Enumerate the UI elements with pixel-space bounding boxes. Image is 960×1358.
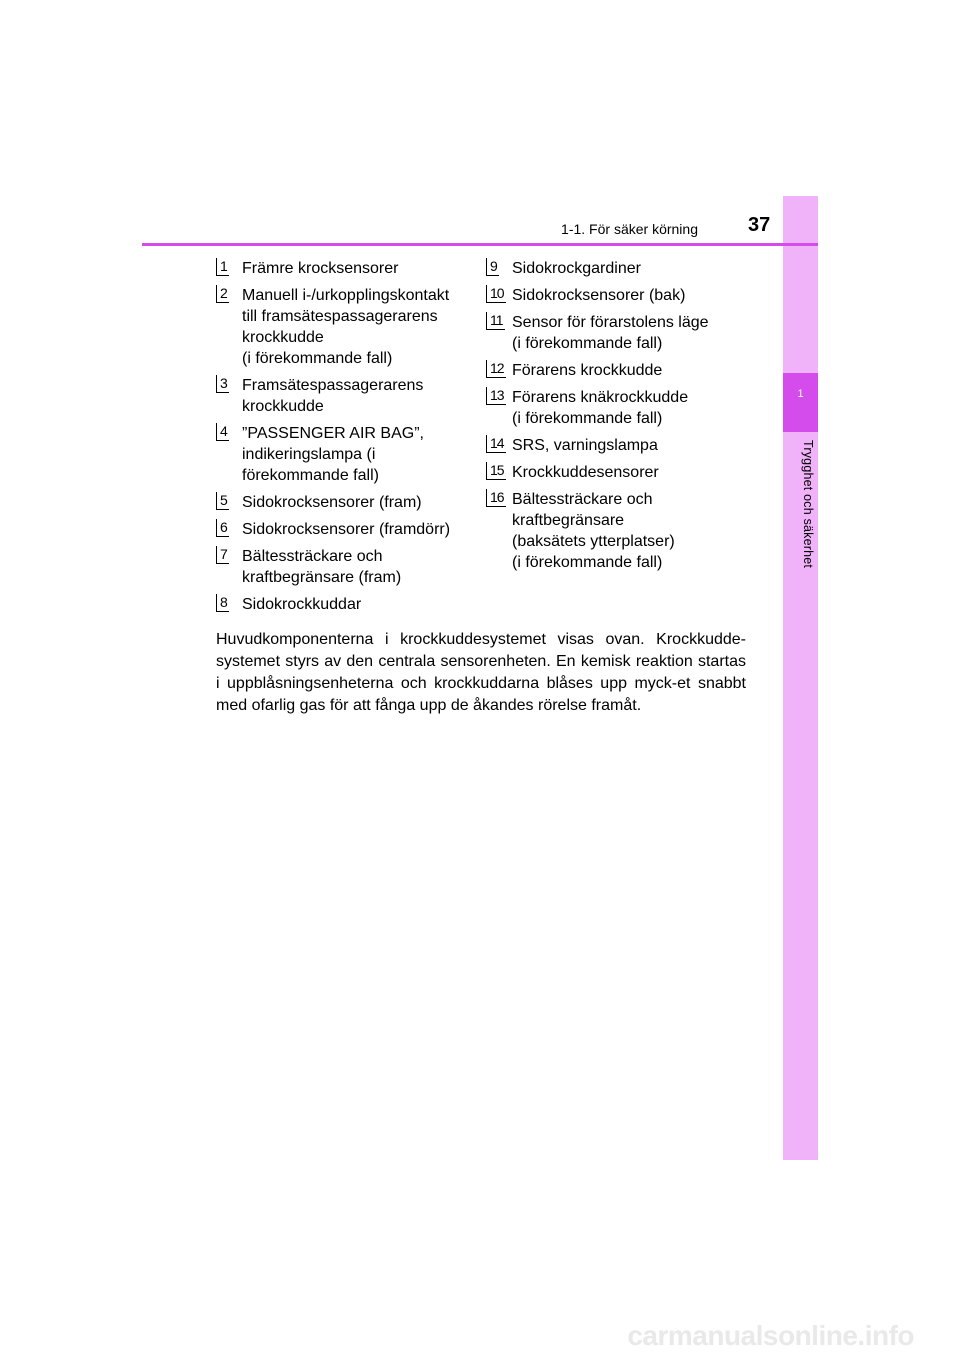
list-item <box>486 360 748 381</box>
watermark: carmanualsonline.info <box>627 1320 914 1351</box>
item-label: ”PASSENGER AIR BAG”, indikeringslampa (i förekommande fall) <box>242 425 424 484</box>
list-item <box>216 492 466 513</box>
item-label: Sidokrocksensorer (fram) <box>242 494 422 511</box>
list-item <box>486 435 748 456</box>
item-number-badge: 16 <box>486 489 506 507</box>
item-label: Sidokrocksensorer (bak) <box>512 287 686 304</box>
item-label: Sidokrockgardiner <box>512 260 641 277</box>
list-item <box>216 423 466 486</box>
item-label: Bältessträckare och kraftbegränsare (fram) <box>242 548 402 586</box>
item-label: Framsätespassagerarens krockkudde <box>242 377 424 415</box>
item-number-badge: 11 <box>486 312 505 330</box>
component-list-right <box>486 258 748 579</box>
item-number-badge: 6 <box>216 519 229 537</box>
item-label: Krockkuddesensorer <box>512 464 659 481</box>
item-number-badge: 10 <box>486 285 506 303</box>
chapter-tab-active[interactable] <box>783 373 818 432</box>
item-number-badge: 1 <box>216 258 229 276</box>
item-label: Sidokrocksensorer (framdörr) <box>242 521 451 538</box>
list-item <box>216 519 466 540</box>
item-number-badge: 4 <box>216 423 229 441</box>
item-label: Bältessträckare och kraftbegränsare (baksätets ytterplatser) (i förekommande fall) <box>512 491 675 571</box>
list-item <box>216 546 466 588</box>
page-number: 37 <box>748 214 771 236</box>
item-label: Främre krocksensorer <box>242 260 399 277</box>
list-item <box>486 258 748 279</box>
item-number-badge: 8 <box>216 594 229 612</box>
list-item <box>486 387 748 429</box>
item-label: Förarens knäkrockkudde (i förekommande fall) <box>512 389 689 427</box>
item-label: Sensor för förarstolens läge (i förekommande fall) <box>512 314 709 352</box>
item-label: Förarens krockkudde <box>512 362 663 379</box>
component-list-left <box>216 258 466 621</box>
list-item <box>486 462 748 483</box>
item-number-badge: 14 <box>486 435 506 453</box>
header-divider <box>142 243 818 246</box>
item-label: Manuell i-/urkopplingskontakt till framsätespassagerarens krockkudde (i förekommande fall) <box>242 287 450 367</box>
item-number-badge: 2 <box>216 285 229 303</box>
item-label: Sidokrockkuddar <box>242 596 362 613</box>
body-paragraph: Huvudkomponenterna i krockkuddesystemet visas ovan. Krockkudde-systemet styrs av den centrala sensorenheten. En kemisk reaktion startas i uppblåsningsenheterna och krockkuddarna blåses upp myck-et snabbt med ofarlig gas för att fånga upp de åkandes rörelse framåt. <box>216 631 746 714</box>
list-item <box>216 258 466 279</box>
list-item <box>486 285 748 306</box>
item-number-badge: 7 <box>216 546 229 564</box>
chapter-number: 1 <box>797 388 804 400</box>
section-title: 1-1. För säker körning <box>561 221 698 237</box>
item-number-badge: 3 <box>216 375 229 393</box>
list-item <box>216 375 466 417</box>
list-item <box>216 285 466 369</box>
chapter-side-tab <box>783 196 818 1160</box>
list-item <box>486 489 748 573</box>
item-number-badge: 15 <box>486 462 506 480</box>
item-number-badge: 13 <box>486 387 506 405</box>
list-item <box>216 594 466 615</box>
item-number-badge: 9 <box>486 258 499 276</box>
item-label: SRS, varningslampa <box>512 437 658 454</box>
chapter-title: Trygghet och säkerhet <box>801 440 815 569</box>
item-number-badge: 12 <box>486 360 506 378</box>
item-number-badge: 5 <box>216 492 229 510</box>
list-item <box>486 312 748 354</box>
